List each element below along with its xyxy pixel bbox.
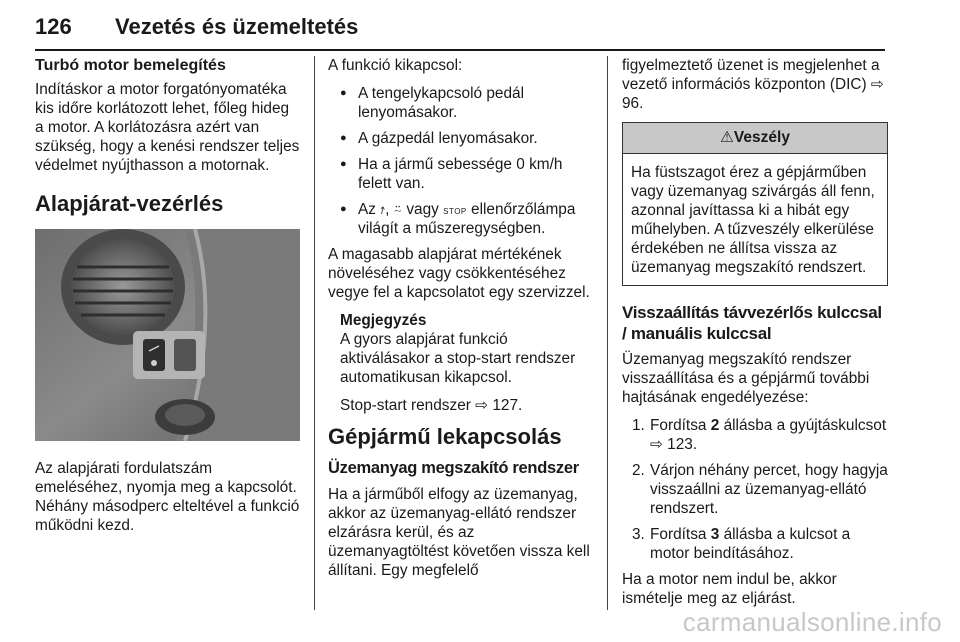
list-text: Az	[358, 201, 376, 218]
step-number: 3.	[632, 526, 645, 543]
danger-box	[622, 122, 888, 286]
list-item	[622, 416, 888, 454]
step-text: Fordítsa	[650, 526, 707, 543]
column-divider	[314, 56, 315, 610]
watermark: carmanualsonline.info	[682, 607, 942, 637]
note-block	[328, 311, 593, 415]
list-item	[622, 461, 888, 518]
page-header	[35, 12, 885, 52]
column-1	[35, 56, 300, 544]
header-rule	[35, 49, 885, 51]
heading-vehicle-shutoff: Gépjármű lekapcsolás	[328, 424, 562, 449]
paragraph-idle-control: Az alapjárati fordulatszám emeléséhez, nyomja meg a kapcsolót. Néhány másodperc elteltével a funkció működni kezd.	[35, 460, 300, 534]
step-position: 3	[710, 526, 720, 543]
idle-switch-photo	[35, 229, 300, 441]
step-text: Fordítsa	[650, 417, 707, 434]
note-text: A gyors alapjárat funkció aktiválásakor a stop-start rendszer automatikusan kikapcsol.	[340, 331, 576, 386]
list-item: ● A gázpedál lenyomásakor.	[328, 129, 593, 148]
paragraph-fuel-cutoff: Ha a járműből elfogy az üzemanyag, akkor az üzemanyag-ellátó rendszer elzárásra kerül, és az üzemanyagtöltést követően vissza kell állítani. Egy megfelelő	[328, 486, 590, 579]
column-3	[622, 56, 888, 617]
paragraph-dic-message: figyelmeztető üzenet is megjelenhet a vezető információs központon (DIC) ⇨ 96.	[622, 57, 884, 112]
danger-title: ⚠Veszély	[623, 123, 887, 154]
engine-warning-icon: ⭎	[380, 201, 386, 217]
paragraph-repeat: Ha a motor nem indul be, akkor ismételje meg az eljárást.	[622, 571, 837, 607]
step-position: 2	[710, 417, 720, 434]
step-text: állásba a kulcsot a motor beindításához.	[650, 526, 851, 562]
coolant-temperature-icon: ⍨	[393, 201, 403, 217]
stop-icon: STOP	[443, 207, 467, 216]
paragraph-turbo-warmup: Indításkor a motor forgatónyomatéka kis időre korlátozott lehet, főleg hideg a motor. A korlátozásra azért van szükség, hogy a kenési rendszer teljes védelmet nyújthasson a motornak.	[35, 81, 300, 174]
list-item: ● Ha a jármű sebessége 0 km/h felett van.	[328, 155, 593, 193]
heading-idle-control: Alapjárat-vezérlés	[35, 191, 224, 216]
column-divider	[607, 56, 608, 610]
step-text: állásba a gyújtáskulcsot ⇨ 123.	[650, 417, 887, 453]
step-number: 2.	[632, 462, 645, 479]
list-item	[622, 525, 888, 563]
paragraph-reset: Üzemanyag megszakító rendszer visszaállítása és a gépjármű további hajtásának engedélyezése:	[622, 351, 870, 406]
step-number: 1.	[632, 417, 645, 434]
function-off-list	[328, 84, 593, 238]
heading-reset: Visszaállítás távvezérlős kulccsal / manuális kulccsal	[622, 303, 882, 343]
list-text: ,	[385, 201, 390, 218]
list-item	[328, 200, 593, 238]
column-2	[328, 56, 593, 589]
page-number: 126	[35, 14, 72, 39]
list-text: vagy	[406, 201, 439, 218]
note-title: Megjegyzés	[340, 312, 427, 329]
danger-text: Ha füstszagot érez a gépjárműben vagy üzemanyag szivárgás áll fenn, azonnal javíttassa ki a hibát egy műhelyben. A tűzveszély elkerülése érdekében ne állítsa vissza az üzemanyag megszakító rendszert.	[631, 164, 875, 276]
heading-fuel-cutoff: Üzemanyag megszakító rendszer	[328, 459, 579, 477]
step-text: Várjon néhány percet, hogy hagyja visszaállni az üzemanyag-ellátó rendszert.	[650, 462, 888, 517]
note-reference: Stop-start rendszer ⇨ 127.	[340, 397, 523, 414]
list-item: ● A tengelykapcsoló pedál lenyomásakor.	[328, 84, 593, 122]
paragraph-raise-idle: A magasabb alapjárat mértékének növeléséhez vagy csökkentéséhez vegye fel a kapcsolatot egy szervizzel.	[328, 246, 590, 301]
reset-steps	[622, 416, 888, 563]
chapter-title: Vezetés és üzemeltetés	[115, 14, 359, 39]
heading-turbo-warmup: Turbó motor bemelegítés	[35, 57, 226, 74]
paragraph-function-off: A funkció kikapcsol:	[328, 57, 463, 74]
list-text: ellenőrzőlámpa világít a műszeregységben.	[358, 201, 576, 237]
